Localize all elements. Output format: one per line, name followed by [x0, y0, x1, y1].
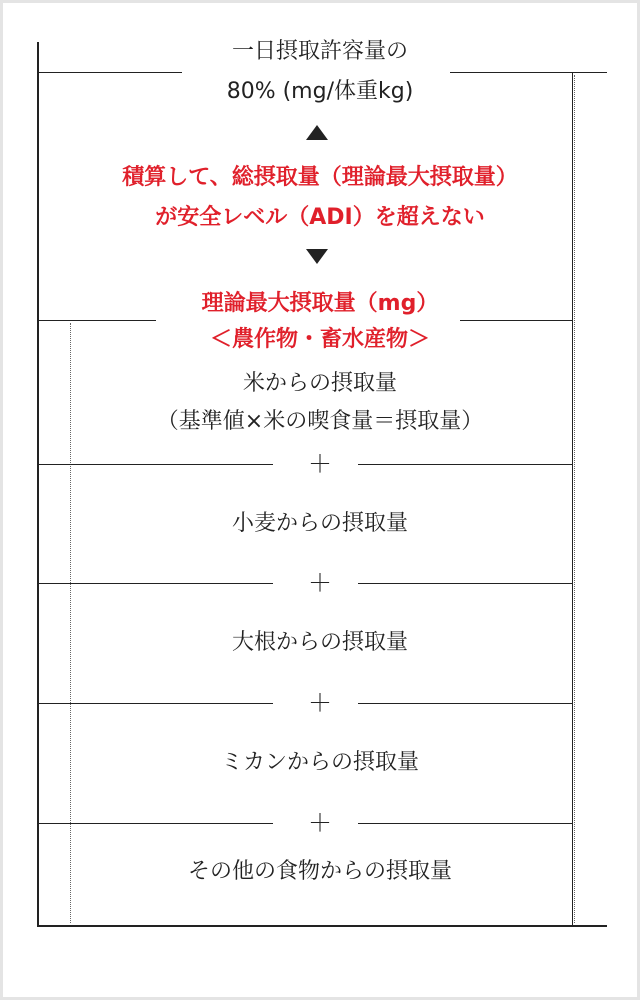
- section-line-right: [460, 320, 573, 321]
- adi-diagram: [3, 3, 637, 997]
- outer-bottom-border: [37, 925, 607, 927]
- arrow-up-icon: [306, 125, 328, 140]
- section-line-left: [37, 320, 156, 321]
- wheat-intake-label: 小麦からの摂取量: [231, 511, 408, 536]
- theoretical-max-title: 理論最大摂取量（mg）: [201, 291, 439, 316]
- adi-title-line1: 一日摂取許容量の: [231, 39, 408, 64]
- rice-intake-formula: （基準値×米の喫食量＝摂取量）: [156, 409, 484, 434]
- arrow-down-icon: [306, 249, 328, 264]
- theoretical-max-subtitle: ＜農作物・畜水産物＞: [209, 327, 430, 352]
- plus-symbol-2: ＋: [308, 569, 332, 597]
- inner-right-border: [572, 72, 573, 925]
- adi-title-line2: 80% (mg/体重kg): [226, 79, 414, 104]
- rice-intake-label: 米からの摂取量: [242, 371, 397, 396]
- top-line-left: [37, 72, 182, 73]
- other-foods-intake-label: その他の食物からの摂取量: [187, 859, 452, 884]
- plus-symbol-1: ＋: [308, 450, 332, 478]
- radish-intake-label: 大根からの摂取量: [231, 630, 408, 655]
- plus-symbol-4: ＋: [308, 809, 332, 837]
- outer-right-dotted: [574, 75, 575, 923]
- plus-symbol-3: ＋: [308, 689, 332, 717]
- top-line-right: [450, 72, 607, 73]
- total-intake-line2: が安全レベル（ADI）を超えない: [155, 205, 485, 230]
- total-intake-line1: 積算して、総摂取量（理論最大摂取量）: [122, 165, 518, 190]
- mandarin-intake-label: ミカンからの摂取量: [220, 750, 419, 775]
